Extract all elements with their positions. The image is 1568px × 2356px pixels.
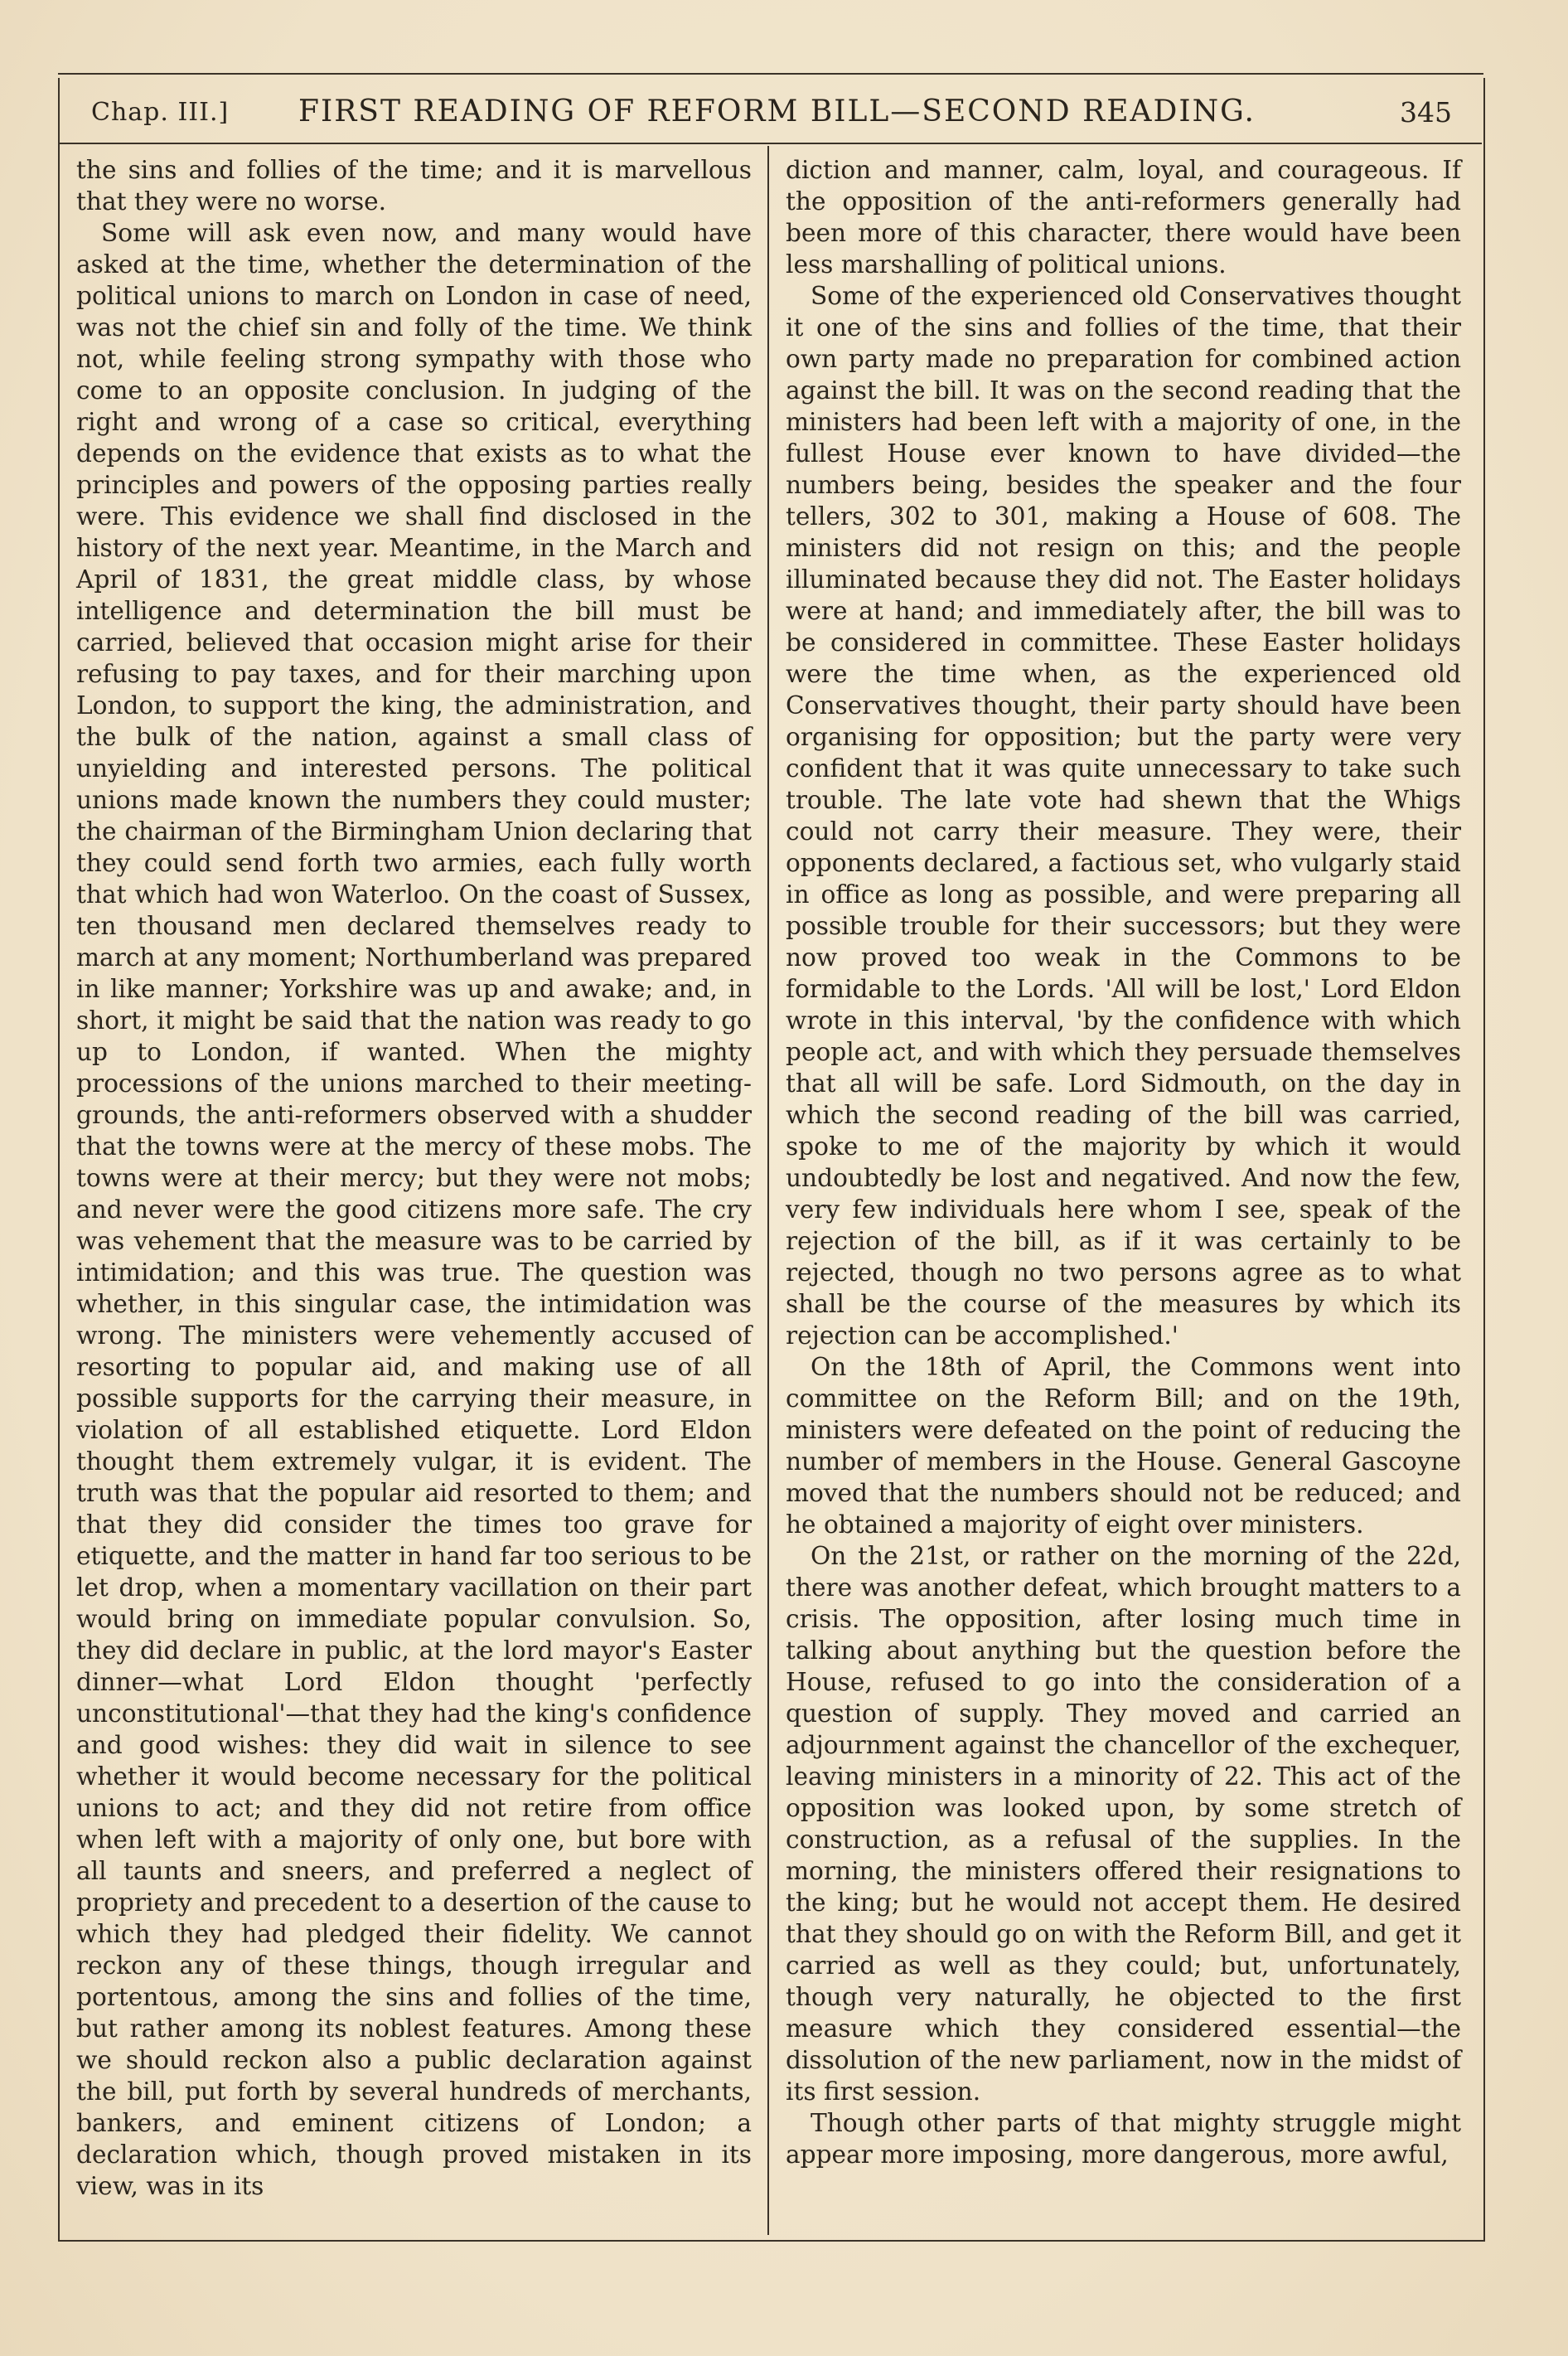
- top-rule: [58, 73, 1483, 75]
- right-column: [786, 154, 1461, 2170]
- column-divider: [767, 146, 769, 2235]
- paragraph: Though other parts of that mighty struggle might appear more imposing, more dangerous, more awful,: [786, 2109, 1461, 2169]
- paragraph: Some of the experienced old Conservatives thought it one of the sins and follies of the time, that their own party made no preparation for combined action against the bill. It was on the second reading that the ministers had been left with a majority of one, in the fullest House ever known to have divided—the numbers being, besides the speaker and the four tellers, 302 to 301, making a House of 608. The ministers did not resign on this; and the people illuminated because they did not. The Easter holidays were at hand; and immediately after, the bill was to be considered in committee. These Easter holidays were the time when, as the experienced old Conservatives thought, their party should have been organising for opposition; but the party were very confident that it was quite unnecessary to take such trouble. The late vote had shewn that the Whigs could not carry their measure. They were, their opponents declared, a factious set, who vulgarly staid in office as long as possible, and were preparing all possible trouble for their successors; but they were now proved too weak in the Commons to be formidable to the Lords. 'All will be lost,' Lord Eldon wrote in this interval, 'by the confidence with which people act, and with which they persuade themselves that all will be safe. Lord Sidmouth, on the day in which the second reading of the bill was carried, spoke to me of the majority by which it would undoubtedly be lost and negatived. And now the few, very few individuals here whom I see, speak of the rejection of the bill, as if it was certainly to be rejected, though no two persons agree as to what shall be the course of the measures by which its rejection can be accomplished.': [786, 282, 1461, 1350]
- paragraph: On the 21st, or rather on the morning of the 22d, there was another defeat, which brought matters to a crisis. The opposition, after losing much time in talking about anything but the question before the House, refused to go into the consideration of a question of supply. They moved and carried an adjournment against the chancellor of the exchequer, leaving ministers in a minority of 22. This act of the opposition was looked upon, by some stretch of construction, as a refusal of the supplies. In the morning, the ministers offered their resignations to the king; but he would not accept them. He desired that they should go on with the Reform Bill, and get it carried as well as they could; but, unfortunately, though very naturally, he objected to the first measure which they considered essential—the dissolution of the new parliament, now in the midst of its first session.: [786, 1542, 1461, 2106]
- paragraph: On the 18th of April, the Commons went into committee on the Reform Bill; and on the 19th, ministers were defeated on the point of reducing the number of members in the House. General Gascoyne moved that the numbers should not be reduced; and he obtained a majority of eight over ministers.: [786, 1353, 1461, 1539]
- running-header: [58, 83, 1482, 144]
- paragraph: Some will ask even now, and many would have asked at the time, whether the determination of the political unions to march on London in case of need, was not the chief sin and folly of the time. We think not, while feeling strong sympathy with those who come to an opposite conclusion. In judging of the right and wrong of a case so critical, everything depends on the evidence that exists as to what the principles and powers of the opposing parties really were. This evidence we shall find disclosed in the history of the next year. Meantime, in the March and April of 1831, the great middle class, by whose intelligence and determination the bill must be carried, believed that occasion might arise for their refusing to pay taxes, and for their marching upon London, to support the king, the administration, and the bulk of the nation, against a small class of unyielding and interested persons. The political unions made known the numbers they could muster; the chairman of the Birmingham Union declaring that they could send forth two armies, each fully worth that which had won Waterloo. On the coast of Sussex, ten thousand men declared themselves ready to march at any moment; Northumberland was prepared in like manner; Yorkshire was up and awake; and, in short, it might be said that the nation was ready to go up to London, if wanted. When the mighty processions of the unions marched to their meeting-grounds, the anti-reformers observed with a shudder that the towns were at the mercy of these mobs. The towns were at their mercy; but they were not mobs; and never were the good citizens more safe. The cry was vehement that the measure was to be carried by intimidation; and this was true. The question was whether, in this singular case, the intimidation was wrong. The ministers were vehemently accused of resorting to popular aid, and making use of all possible supports for the carrying their measure, in violation of all established etiquette. Lord Eldon thought them extremely vulgar, it is evident. The truth was that the popular aid resorted to them; and that they did consider the times too grave for etiquette, and the matter in hand far too serious to be let drop, when a momentary vacillation on their part would bring on immediate popular convulsion. So, they did declare in public, at the lord mayor's Easter dinner—what Lord Eldon thought 'perfectly unconstitutional'—that they had the king's confidence and good wishes: they did wait in silence to see whether it would become necessary for the political unions to act; and they did not retire from office when left with a majority of only one, but bore with all taunts and sneers, and preferred a neglect of propriety and precedent to a desertion of the cause to which they had pledged their fidelity. We cannot reckon any of these things, though irregular and portentous, among the sins and follies of the time, but rather among its noblest features. Among these we should reckon also a public declaration against the bill, put forth by several hundreds of merchants, bankers, and eminent citizens of London; a declaration which, though proved mistaken in its view, was in its: [76, 219, 752, 2200]
- paragraph: the sins and follies of the time; and it is marvellous that they were no worse.: [76, 156, 752, 216]
- running-title: FIRST READING OF REFORM BILL—SECOND READING.: [298, 95, 1256, 128]
- left-column: [76, 154, 752, 2202]
- paragraph: diction and manner, calm, loyal, and courageous. If the opposition of the anti-reformers generally had been more of this character, there would have been less marshalling of political unions.: [786, 156, 1461, 279]
- page-number: 345: [1400, 96, 1452, 128]
- chapter-label: Chap. III.]: [91, 98, 230, 127]
